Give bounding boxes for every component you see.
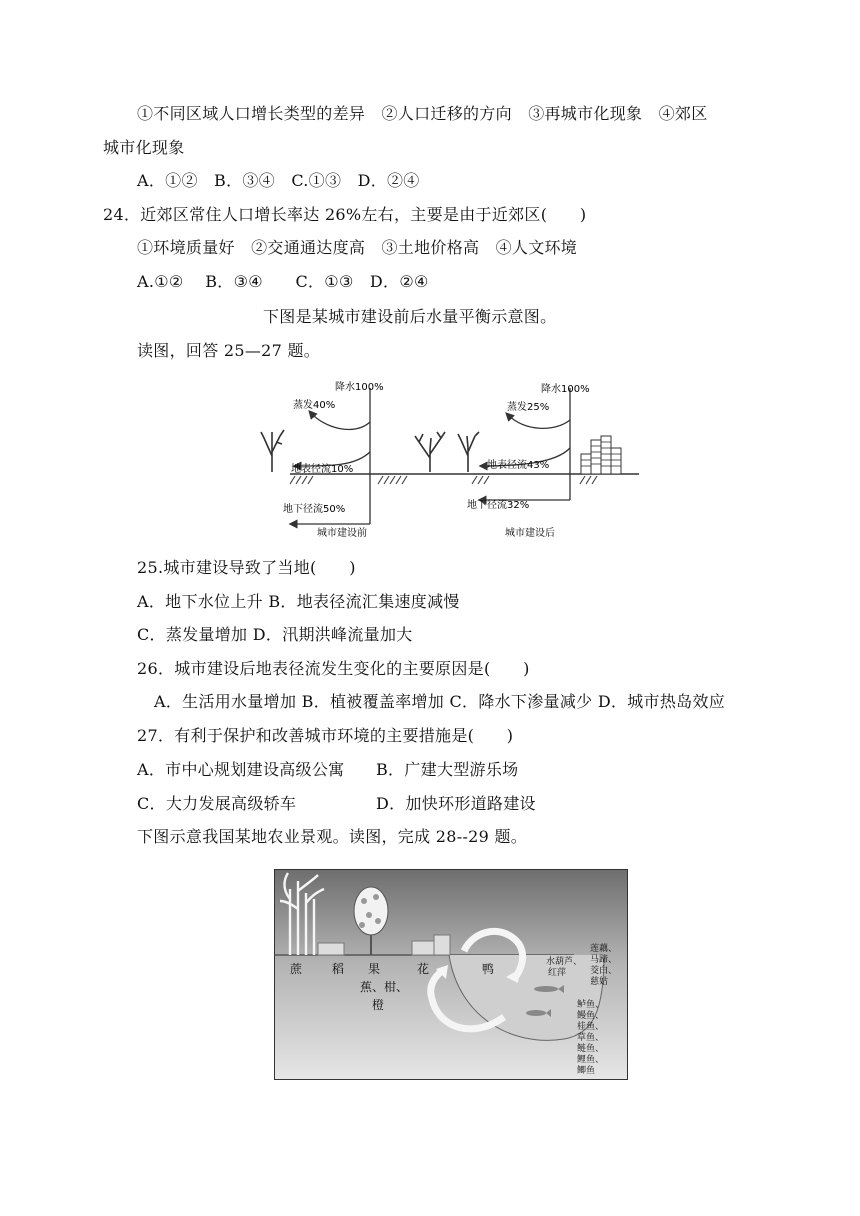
water-figure-intro: 下图是某城市建设前后水量平衡示意图。	[263, 307, 557, 326]
before-caption: 城市建设前	[317, 528, 367, 539]
q23-options: A．①② B．③④ C.①③ D．②④	[137, 171, 420, 190]
q24-stem: 24．近郊区常住人口增长率达 26%左右，主要是由于近郊区( )	[103, 205, 587, 224]
after-caption: 城市建设后	[505, 528, 555, 539]
label-veg-3: 茭白、	[590, 966, 618, 976]
label-duck: 鸭	[482, 962, 495, 976]
q26-options: A．生活用水量增加 B．植被覆盖率增加 C．降水下渗量减少 D．城市热岛效应	[154, 692, 726, 711]
label-fish-5: 鲢鱼、	[577, 1044, 605, 1054]
after-evap-label: 蒸发25%	[507, 402, 550, 413]
before-panel	[261, 380, 460, 539]
label-fish-2: 鳗鱼、	[577, 1011, 605, 1021]
q26-stem: 26．城市建设后地表径流发生变化的主要原因是( )	[137, 659, 530, 678]
tree-icon	[415, 432, 445, 472]
q25-options-cd: C．蒸发量增加 D．汛期洪峰流量加大	[137, 625, 413, 644]
after-precip-label: 降水100%	[541, 384, 590, 395]
q27-option-c: C．大力发展高级轿车	[137, 794, 297, 813]
q27-option-d: D．加快环形道路建设	[376, 794, 536, 813]
label-veg-1: 莲藕、	[590, 944, 618, 954]
label-fish-4: 草鱼、	[577, 1033, 605, 1043]
before-precip-label: 降水100%	[335, 382, 384, 393]
buildings-icon	[581, 436, 621, 474]
agri-landscape-figure	[274, 869, 628, 1080]
tree-icon	[458, 432, 479, 472]
water-balance-figure	[255, 374, 647, 548]
q24-options: A.①② B．③④ C．①③ D．②④	[137, 272, 429, 291]
q23-items-line2: 城市化现象	[103, 138, 185, 157]
agri-figure-intro: 下图示意我国某地农业景观。读图，完成 28--29 题。	[137, 827, 528, 846]
before-evap-label: 蒸发40%	[293, 400, 336, 411]
label-water-hyacinth: 水葫芦、	[546, 957, 583, 967]
label-fruit-list-1: 蕉、柑、	[360, 980, 409, 994]
after-surface-label: 地表径流43%	[487, 460, 550, 471]
label-fish-3: 桂鱼、	[577, 1022, 605, 1032]
q25-options-ab: A．地下水位上升 B．地表径流汇集速度减慢	[137, 592, 460, 611]
tree-icon	[261, 430, 284, 472]
before-ground-label: 地下径流50%	[283, 504, 346, 515]
label-fish-1: 鲈鱼、	[577, 1000, 605, 1010]
label-fish-6: 鲤鱼、	[577, 1055, 605, 1065]
label-veg-4: 慈姑	[590, 977, 609, 987]
after-ground-label: 地下径流32%	[467, 500, 530, 511]
label-fruit-list-2: 橙	[372, 998, 385, 1012]
label-fruit: 果	[368, 962, 381, 976]
before-surface-label: 地表径流10%	[291, 464, 354, 475]
q24-items: ①环境质量好 ②交通通达度高 ③土地价格高 ④人文环境	[137, 238, 578, 257]
q27-option-a: A．市中心规划建设高级公寓	[137, 760, 345, 779]
q23-items-line1: ①不同区域人口增长类型的差异 ②人口迁移的方向 ③再城市化现象 ④郊区	[137, 104, 708, 123]
label-red-duckweed: 红萍	[548, 968, 567, 978]
label-fish-7: 鲫鱼	[577, 1066, 596, 1076]
q27-option-b: B．广建大型游乐场	[376, 760, 519, 779]
label-cane: 蔗	[290, 962, 303, 976]
water-figure-instruction: 读图，回答 25—27 题。	[137, 341, 321, 360]
label-veg-2: 马蹄、	[590, 955, 618, 965]
q25-stem: 25.城市建设导致了当地( )	[137, 558, 356, 577]
q27-stem: 27．有利于保护和改善城市环境的主要措施是( )	[137, 726, 514, 745]
label-rice: 稻	[332, 962, 345, 976]
label-flower: 花	[417, 962, 430, 976]
after-panel	[458, 382, 639, 539]
